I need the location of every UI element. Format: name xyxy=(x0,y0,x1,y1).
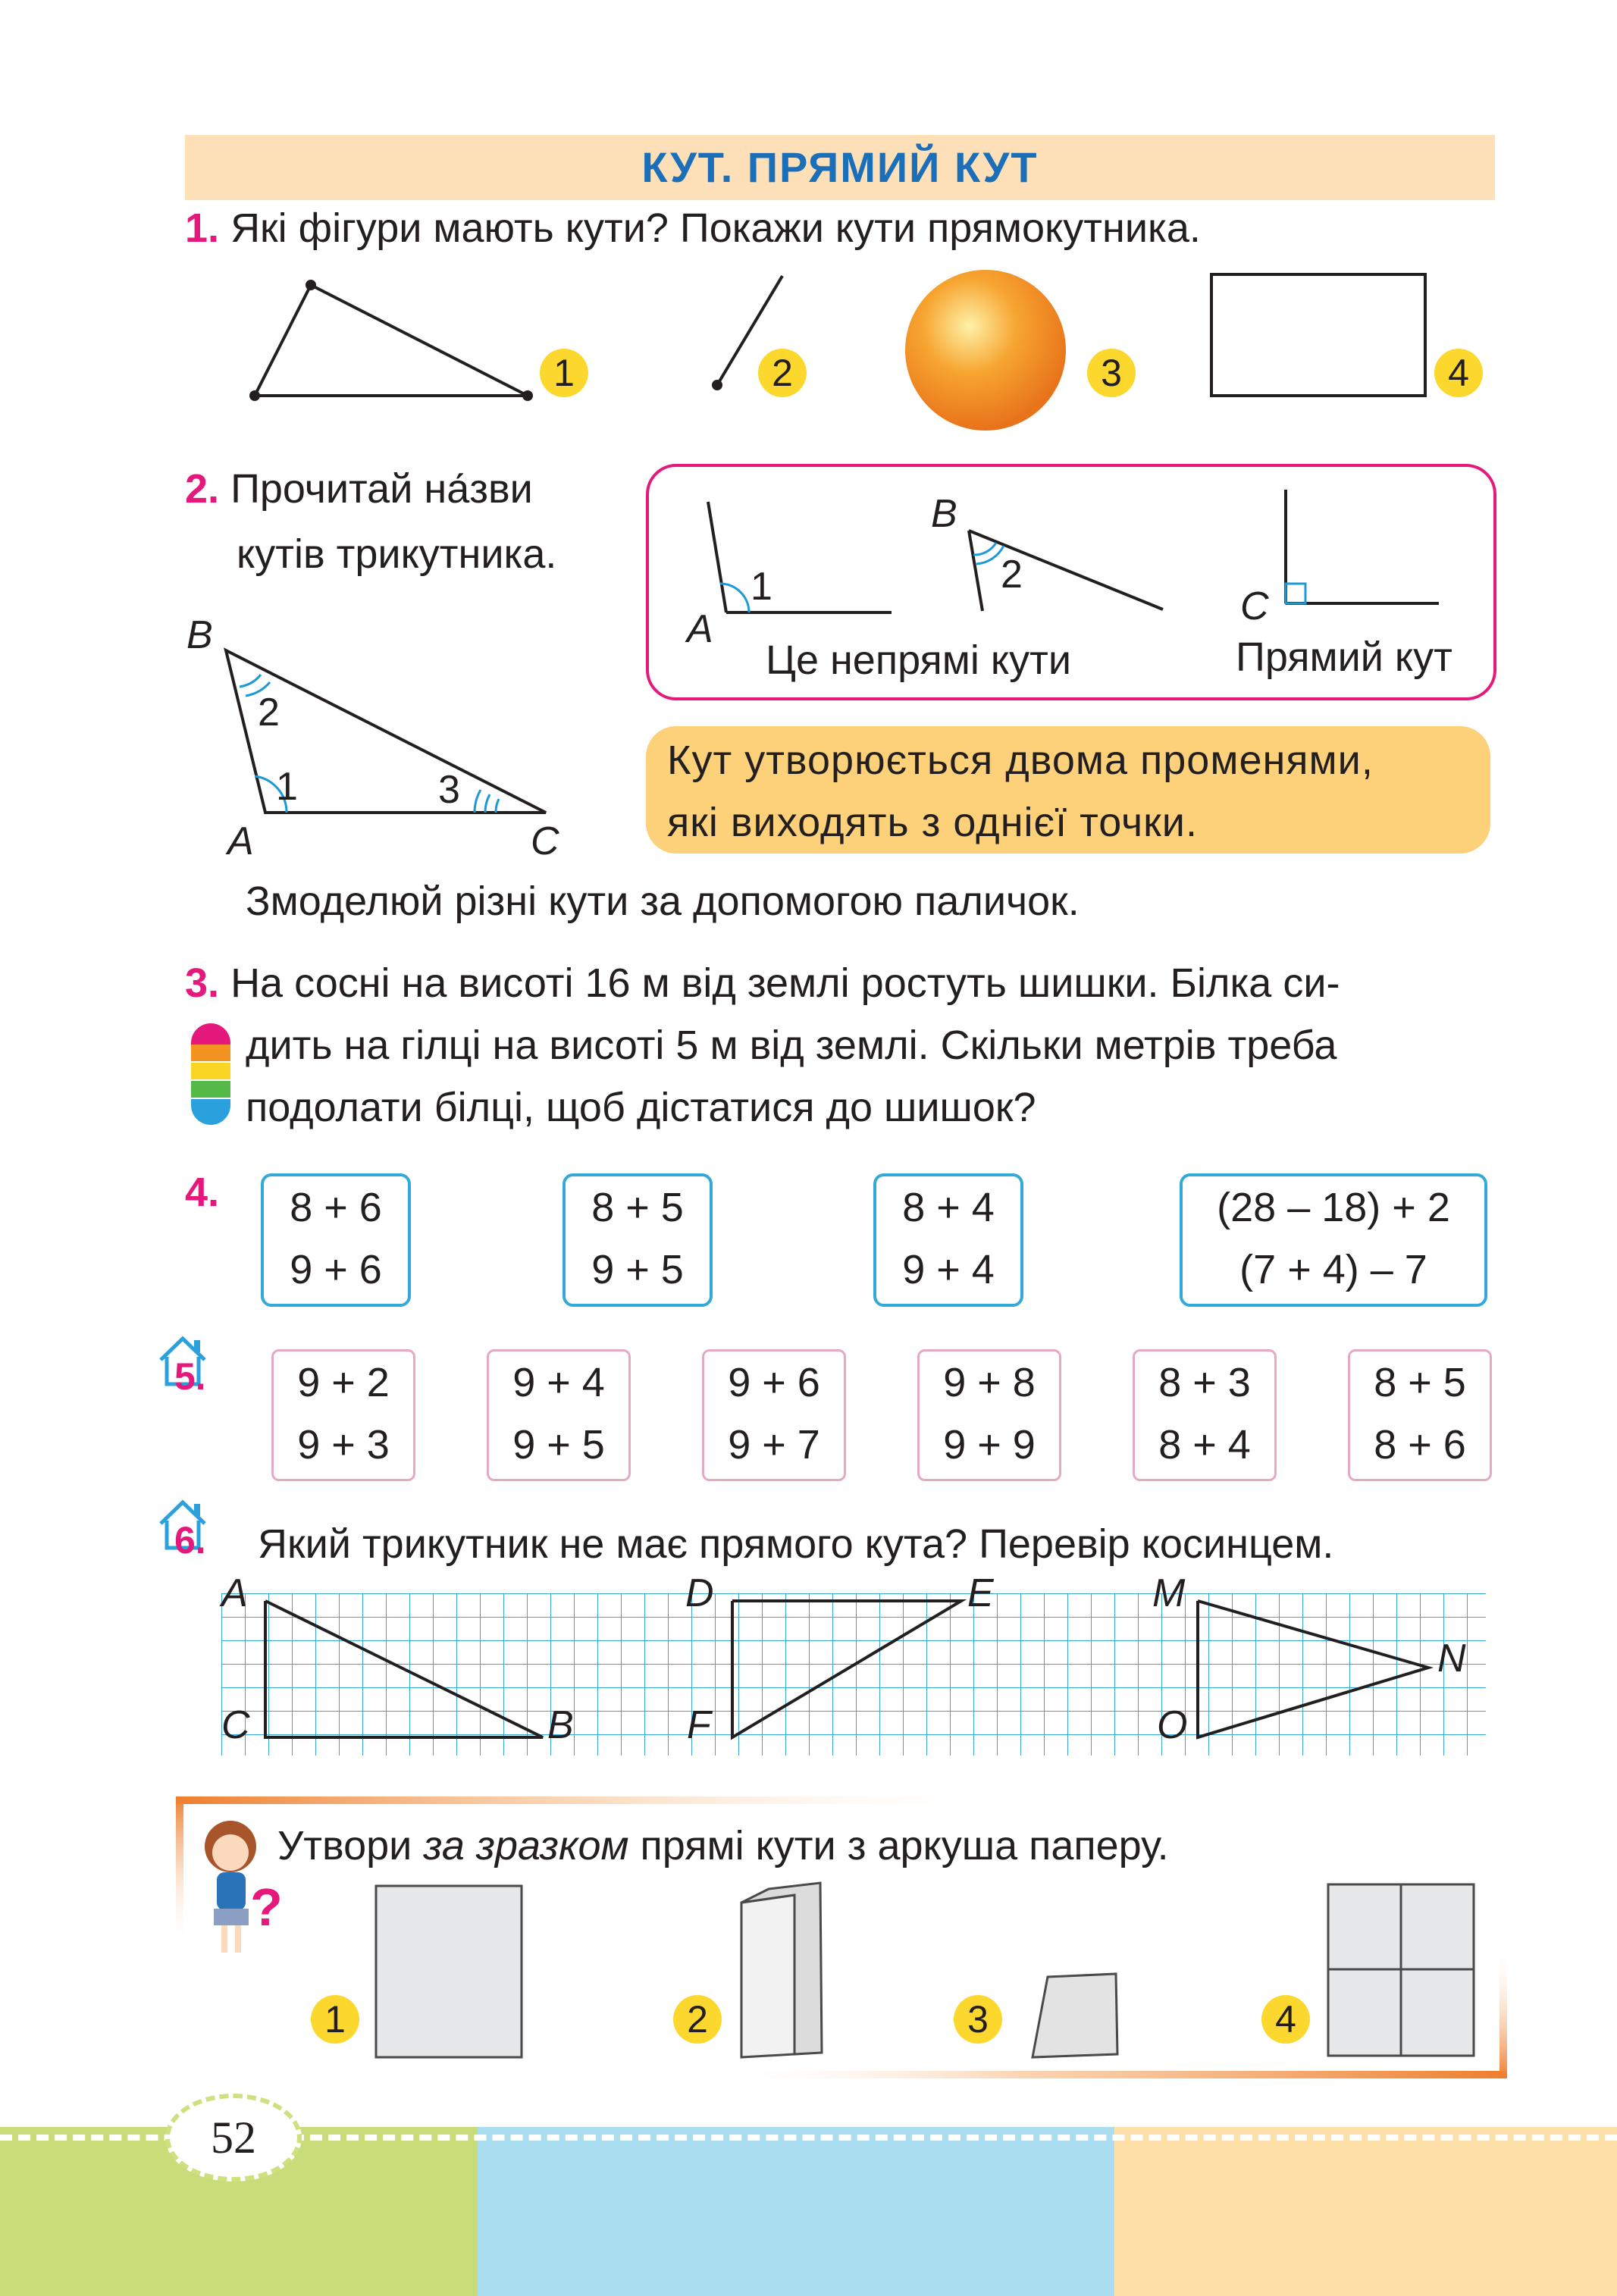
task3-number: 3. xyxy=(185,960,220,1006)
task2-line2: кутів трикутника. xyxy=(237,531,557,577)
task1-figures xyxy=(227,265,1516,447)
grid-label-e: E xyxy=(967,1571,994,1615)
task2-text-line1: Прочитай на́зви xyxy=(230,466,533,512)
paper-steps xyxy=(364,1880,1501,2062)
expr: 9 + 6 xyxy=(728,1360,820,1405)
tri-label-c: C xyxy=(531,819,559,863)
task3-line1 xyxy=(185,952,1340,1014)
paper-sheet xyxy=(376,1886,522,2057)
paper-unfolded xyxy=(1328,1884,1474,2056)
task3-line3: подолати білці, щоб дістатися до шишок? xyxy=(246,1085,1036,1130)
task3-line1-text: На сосні на висоті 16 м від землі ростуть шишки. Білка си- xyxy=(230,960,1340,1006)
figure-triangle xyxy=(249,280,533,401)
model-text: Змоделюй різні кути за допомогою паличок. xyxy=(246,879,1080,924)
task5-number: 5. xyxy=(174,1355,206,1398)
expr: 9 + 9 xyxy=(943,1422,1036,1467)
expr: 8 + 4 xyxy=(1158,1422,1251,1467)
grid-label-f: F xyxy=(687,1703,711,1747)
task7-text xyxy=(277,1815,1169,1877)
expr: 8 + 6 xyxy=(290,1185,382,1230)
expr: 8 + 5 xyxy=(1374,1360,1466,1405)
task7-badge-3: 3 xyxy=(954,1995,1002,2044)
task6-number: 6. xyxy=(174,1519,206,1561)
task5-box-2 xyxy=(487,1349,631,1481)
box-label-1: 1 xyxy=(751,565,772,609)
page-title: КУТ. ПРЯМИЙ КУТ xyxy=(641,143,1039,191)
tri-label-a: A xyxy=(227,819,254,863)
task5-box-1 xyxy=(271,1349,415,1481)
task2-number: 2. xyxy=(185,466,220,512)
expr: 9 + 5 xyxy=(512,1422,605,1467)
task6-grid xyxy=(221,1593,1486,1756)
box-label-c: C xyxy=(1240,584,1269,628)
task1-badge-2: 2 xyxy=(758,349,807,397)
expr: 9 + 6 xyxy=(290,1247,382,1292)
expr: 8 + 6 xyxy=(1374,1422,1466,1467)
caption-right: Прямий кут xyxy=(1236,634,1452,680)
task1-number: 1. xyxy=(185,205,220,251)
footer-band-orange xyxy=(1114,2127,1617,2296)
tri-label-b: B xyxy=(186,613,213,657)
task2-line1 xyxy=(185,458,533,520)
task1-badge-4: 4 xyxy=(1434,349,1483,397)
task6-text: Який трикутник не має прямого кута? Перевір косинцем. xyxy=(258,1521,1334,1567)
expr: 8 + 4 xyxy=(902,1185,995,1230)
expr: 9 + 4 xyxy=(902,1247,995,1292)
task3-line2: дить на гілці на висоті 5 м від землі. Скільки метрів треба xyxy=(246,1023,1337,1068)
grid-label-b: B xyxy=(547,1703,574,1747)
task4-number: 4. xyxy=(185,1170,220,1215)
expr: (28 – 18) + 2 xyxy=(1217,1185,1450,1230)
grid-label-o: O xyxy=(1157,1703,1188,1747)
task1-question xyxy=(185,197,1201,259)
task4-box-4 xyxy=(1180,1173,1487,1307)
paper-folded-once xyxy=(741,1883,822,2057)
rule-line2: які виходять з однієї точки. xyxy=(667,800,1198,845)
task7-text-after: прямі кути з аркуша паперу. xyxy=(628,1823,1169,1868)
task5-box-6 xyxy=(1348,1349,1492,1481)
task7-text-italic: за зразком xyxy=(423,1823,629,1868)
expr: 9 + 5 xyxy=(591,1247,684,1292)
figure-ball xyxy=(905,270,1066,431)
page-number: 52 xyxy=(165,2094,302,2182)
footer-band-blue xyxy=(478,2127,1114,2296)
expr: 9 + 7 xyxy=(728,1422,820,1467)
figure-rectangle xyxy=(1211,274,1425,396)
grid-label-m: M xyxy=(1152,1571,1186,1615)
box-label-b: B xyxy=(931,492,957,536)
tri-label-1: 1 xyxy=(276,765,298,809)
expr: 9 + 8 xyxy=(943,1360,1036,1405)
expr: 9 + 4 xyxy=(512,1360,605,1405)
tri-label-3: 3 xyxy=(438,768,460,812)
box-label-a: A xyxy=(687,607,713,651)
task4-box-1 xyxy=(261,1173,411,1307)
caption-nonright: Це непрямі кути xyxy=(766,637,1071,683)
task1-badge-1: 1 xyxy=(540,349,588,397)
expr: 9 + 2 xyxy=(297,1360,390,1405)
grid-label-d: D xyxy=(685,1571,714,1615)
expr: 8 + 3 xyxy=(1158,1360,1251,1405)
task5-box-3 xyxy=(702,1349,846,1481)
rule-line1: Кут утворюється двома променями, xyxy=(667,738,1374,783)
task1-text: Які фігури мають кути? Покажи кути прямокутника. xyxy=(230,205,1201,251)
expr: 9 + 3 xyxy=(297,1422,390,1467)
paper-folded-twice xyxy=(1033,1974,1117,2057)
task1-badge-3: 3 xyxy=(1087,349,1136,397)
expr: 8 + 5 xyxy=(591,1185,684,1230)
task7-badge-1: 1 xyxy=(311,1995,359,2044)
grid-label-a: A xyxy=(221,1571,248,1615)
task7-text-before: Утвори xyxy=(277,1823,424,1868)
grid-label-n: N xyxy=(1437,1637,1466,1680)
svg-text:?: ? xyxy=(250,1878,283,1937)
box-label-2: 2 xyxy=(1001,553,1023,597)
expr: (7 + 4) – 7 xyxy=(1239,1247,1427,1292)
task7-badge-2: 2 xyxy=(673,1995,722,2044)
girl-icon xyxy=(191,1812,283,1963)
task4-box-2 xyxy=(563,1173,713,1307)
difficulty-icon xyxy=(190,1022,232,1128)
grid-label-c: C xyxy=(221,1703,250,1747)
tri-label-2: 2 xyxy=(258,691,280,735)
task5-box-4 xyxy=(917,1349,1061,1481)
task7-badge-4: 4 xyxy=(1261,1995,1310,2044)
task5-box-5 xyxy=(1133,1349,1277,1481)
task4-box-3 xyxy=(873,1173,1023,1307)
